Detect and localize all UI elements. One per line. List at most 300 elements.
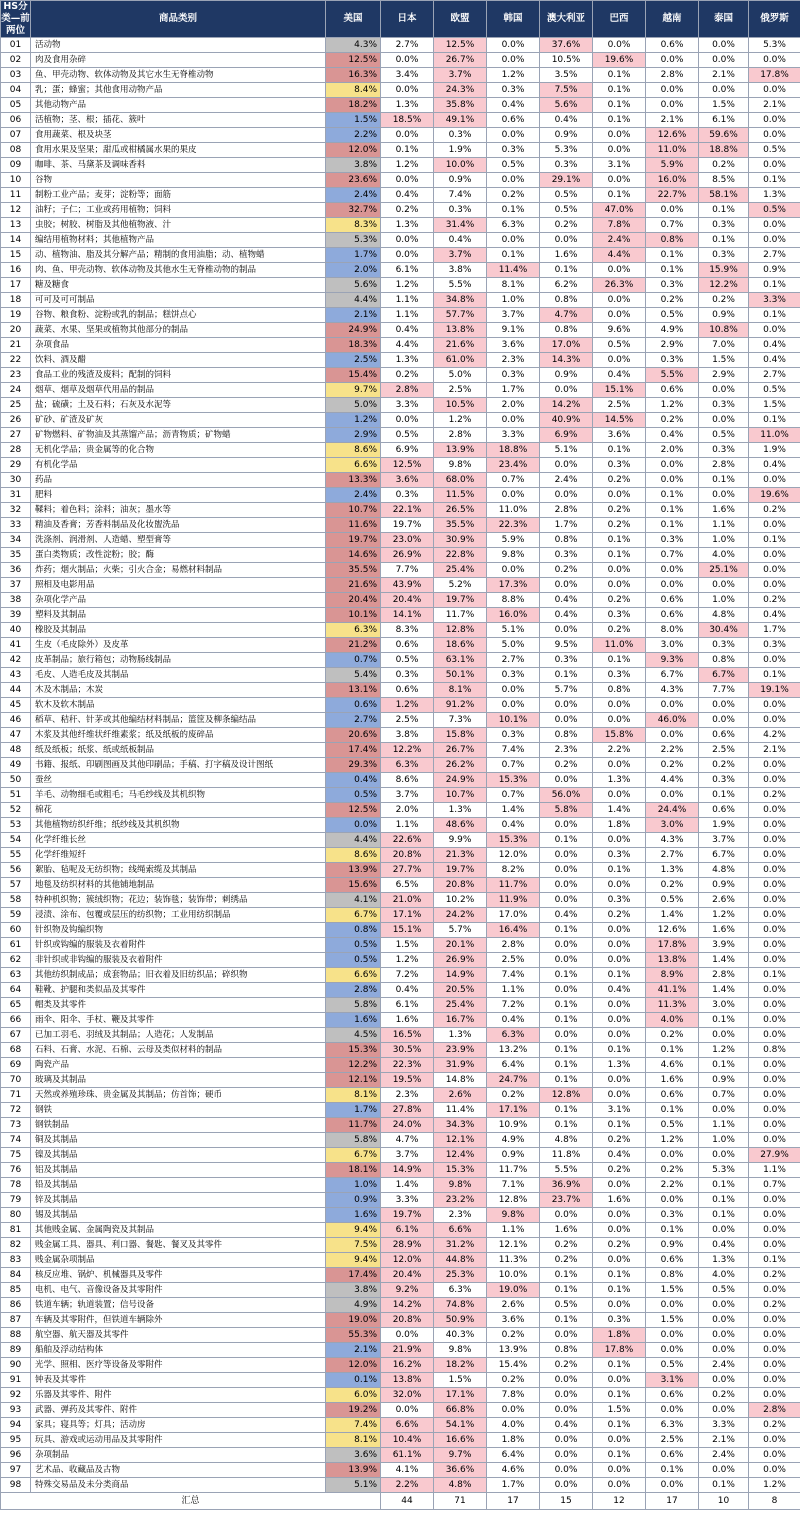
share-cell: 7.3% bbox=[434, 713, 487, 728]
share-cell: 0.0% bbox=[699, 413, 749, 428]
share-cell: 35.8% bbox=[434, 98, 487, 113]
share-cell: 0.1% bbox=[540, 1283, 593, 1298]
table-row bbox=[1, 83, 800, 98]
category-cell: 帽类及其零件 bbox=[31, 998, 326, 1013]
us-share-cell: 2.8% bbox=[326, 983, 381, 998]
share-cell: 9.2% bbox=[381, 1283, 434, 1298]
share-cell: 0.1% bbox=[540, 263, 593, 278]
table-row bbox=[1, 713, 800, 728]
share-cell: 37.6% bbox=[540, 38, 593, 53]
share-cell: 11.0% bbox=[749, 428, 800, 443]
share-cell: 4.4% bbox=[381, 338, 434, 353]
share-cell: 0.0% bbox=[749, 983, 800, 998]
share-cell: 0.0% bbox=[646, 1343, 699, 1358]
share-cell: 23.7% bbox=[540, 1193, 593, 1208]
share-cell: 1.9% bbox=[749, 443, 800, 458]
share-cell: 9.8% bbox=[434, 458, 487, 473]
share-cell: 0.3% bbox=[699, 638, 749, 653]
share-cell: 19.5% bbox=[381, 1073, 434, 1088]
share-cell: 0.4% bbox=[540, 1418, 593, 1433]
hs-code-cell: 38 bbox=[1, 593, 31, 608]
share-cell: 8.5% bbox=[699, 173, 749, 188]
share-cell: 0.1% bbox=[699, 788, 749, 803]
us-share-cell: 0.5% bbox=[326, 953, 381, 968]
share-cell: 7.7% bbox=[381, 563, 434, 578]
hs-code-cell: 67 bbox=[1, 1028, 31, 1043]
share-cell: 0.9% bbox=[699, 308, 749, 323]
hs-code-cell: 43 bbox=[1, 668, 31, 683]
us-share-cell: 9.4% bbox=[326, 1253, 381, 1268]
share-cell: 0.1% bbox=[540, 968, 593, 983]
hs-code-cell: 10 bbox=[1, 173, 31, 188]
share-cell: 0.2% bbox=[646, 1028, 699, 1043]
share-cell: 2.7% bbox=[749, 368, 800, 383]
share-cell: 20.8% bbox=[381, 848, 434, 863]
share-cell: 24.4% bbox=[646, 803, 699, 818]
share-cell: 0.2% bbox=[593, 1133, 646, 1148]
share-cell: 0.0% bbox=[593, 1298, 646, 1313]
share-cell: 16.0% bbox=[487, 608, 540, 623]
us-share-cell: 8.4% bbox=[326, 83, 381, 98]
share-cell: 0.2% bbox=[593, 518, 646, 533]
category-cell: 电机、电气、音像设备及其零附件 bbox=[31, 1283, 326, 1298]
table-row bbox=[1, 818, 800, 833]
us-share-cell: 13.9% bbox=[326, 1463, 381, 1478]
share-cell: 12.5% bbox=[381, 458, 434, 473]
category-cell: 杂项化学产品 bbox=[31, 593, 326, 608]
share-cell: 0.5% bbox=[487, 158, 540, 173]
category-cell: 炸药；烟火制品；火柴；引火合金；易燃材料制品 bbox=[31, 563, 326, 578]
share-cell: 3.3% bbox=[699, 1418, 749, 1433]
share-cell: 19.7% bbox=[381, 518, 434, 533]
category-cell: 已加工羽毛、羽绒及其制品；人造花；人发制品 bbox=[31, 1028, 326, 1043]
share-cell: 4.0% bbox=[646, 1013, 699, 1028]
table-row bbox=[1, 1478, 800, 1493]
share-cell: 0.3% bbox=[487, 368, 540, 383]
share-cell: 0.0% bbox=[749, 563, 800, 578]
table-row bbox=[1, 1283, 800, 1298]
share-cell: 0.0% bbox=[540, 383, 593, 398]
share-cell: 16.5% bbox=[381, 1028, 434, 1043]
table-row bbox=[1, 638, 800, 653]
us-share-cell: 3.8% bbox=[326, 158, 381, 173]
table-row bbox=[1, 173, 800, 188]
share-cell: 0.1% bbox=[593, 968, 646, 983]
share-cell: 27.9% bbox=[749, 1148, 800, 1163]
share-cell: 0.1% bbox=[540, 1313, 593, 1328]
hs-code-cell: 79 bbox=[1, 1193, 31, 1208]
share-cell: 0.3% bbox=[434, 128, 487, 143]
share-cell: 11.4% bbox=[434, 1103, 487, 1118]
us-share-cell: 35.5% bbox=[326, 563, 381, 578]
share-cell: 0.0% bbox=[593, 1433, 646, 1448]
category-cell: 有机化学品 bbox=[31, 458, 326, 473]
share-cell: 0.0% bbox=[593, 1223, 646, 1238]
share-cell: 9.1% bbox=[487, 323, 540, 338]
share-cell: 0.0% bbox=[593, 1463, 646, 1478]
share-cell: 1.1% bbox=[381, 293, 434, 308]
share-cell: 0.0% bbox=[593, 878, 646, 893]
share-cell: 10.9% bbox=[487, 1118, 540, 1133]
share-cell: 17.0% bbox=[540, 338, 593, 353]
share-cell: 8.2% bbox=[487, 863, 540, 878]
share-cell: 0.9% bbox=[487, 1148, 540, 1163]
share-cell: 17.1% bbox=[381, 908, 434, 923]
us-share-cell: 11.6% bbox=[326, 518, 381, 533]
share-cell: 0.0% bbox=[540, 1388, 593, 1403]
share-cell: 0.1% bbox=[646, 518, 699, 533]
share-cell: 0.0% bbox=[540, 1208, 593, 1223]
table-row bbox=[1, 773, 800, 788]
share-cell: 4.3% bbox=[646, 683, 699, 698]
share-cell: 27.7% bbox=[381, 863, 434, 878]
hs-code-cell: 19 bbox=[1, 308, 31, 323]
share-cell: 0.0% bbox=[593, 1253, 646, 1268]
share-cell: 0.0% bbox=[540, 233, 593, 248]
category-cell: 饮料、酒及醋 bbox=[31, 353, 326, 368]
share-cell: 0.1% bbox=[381, 143, 434, 158]
share-cell: 1.5% bbox=[699, 353, 749, 368]
share-cell: 48.6% bbox=[434, 818, 487, 833]
share-cell: 0.4% bbox=[699, 1238, 749, 1253]
hs-code-cell: 87 bbox=[1, 1313, 31, 1328]
share-cell: 19.7% bbox=[434, 863, 487, 878]
table-row bbox=[1, 608, 800, 623]
share-cell: 0.0% bbox=[749, 818, 800, 833]
us-share-cell: 1.6% bbox=[326, 1208, 381, 1223]
share-cell: 12.5% bbox=[434, 38, 487, 53]
us-share-cell: 2.5% bbox=[326, 353, 381, 368]
share-cell: 4.9% bbox=[646, 323, 699, 338]
share-cell: 5.3% bbox=[699, 1163, 749, 1178]
table-row bbox=[1, 383, 800, 398]
share-cell: 0.0% bbox=[540, 773, 593, 788]
share-cell: 0.0% bbox=[749, 1358, 800, 1373]
share-cell: 0.0% bbox=[540, 698, 593, 713]
share-cell: 0.8% bbox=[646, 1268, 699, 1283]
share-cell: 1.4% bbox=[487, 803, 540, 818]
share-cell: 0.2% bbox=[646, 758, 699, 773]
share-cell: 0.0% bbox=[381, 1403, 434, 1418]
share-cell: 1.8% bbox=[487, 1433, 540, 1448]
share-cell: 0.0% bbox=[749, 863, 800, 878]
share-cell: 0.4% bbox=[381, 983, 434, 998]
share-cell: 0.0% bbox=[749, 1388, 800, 1403]
share-cell: 0.0% bbox=[749, 113, 800, 128]
share-cell: 3.6% bbox=[487, 338, 540, 353]
share-cell: 21.9% bbox=[381, 1343, 434, 1358]
share-cell: 4.8% bbox=[540, 1133, 593, 1148]
share-cell: 0.0% bbox=[749, 53, 800, 68]
share-cell: 22.3% bbox=[381, 1058, 434, 1073]
share-cell: 0.4% bbox=[540, 113, 593, 128]
share-cell: 57.7% bbox=[434, 308, 487, 323]
share-cell: 5.1% bbox=[540, 443, 593, 458]
share-cell: 5.3% bbox=[749, 38, 800, 53]
category-cell: 书籍、报纸、印刷图画及其他印刷品；手稿、打字稿及设计图纸 bbox=[31, 758, 326, 773]
share-cell: 11.3% bbox=[487, 1253, 540, 1268]
share-cell: 2.5% bbox=[646, 1433, 699, 1448]
share-cell: 0.0% bbox=[540, 848, 593, 863]
hs-code-cell: 13 bbox=[1, 218, 31, 233]
category-cell: 絮胎、毡呢及无纺织物；线绳索缆及其制品 bbox=[31, 863, 326, 878]
hs-code-cell: 84 bbox=[1, 1268, 31, 1283]
share-cell: 1.5% bbox=[593, 1403, 646, 1418]
share-cell: 17.8% bbox=[646, 938, 699, 953]
share-cell: 15.1% bbox=[593, 383, 646, 398]
share-cell: 1.2% bbox=[381, 698, 434, 713]
us-share-cell: 5.6% bbox=[326, 278, 381, 293]
share-cell: 0.0% bbox=[749, 1373, 800, 1388]
share-cell: 17.1% bbox=[434, 1388, 487, 1403]
hs-code-cell: 81 bbox=[1, 1223, 31, 1238]
category-cell: 可可及可可制品 bbox=[31, 293, 326, 308]
hs-code-cell: 78 bbox=[1, 1178, 31, 1193]
hs-code-cell: 40 bbox=[1, 623, 31, 638]
share-cell: 3.6% bbox=[593, 428, 646, 443]
share-cell: 0.7% bbox=[487, 788, 540, 803]
share-cell: 0.0% bbox=[646, 698, 699, 713]
category-cell: 石料、石膏、水泥、石棉、云母及类似材料的制品 bbox=[31, 1043, 326, 1058]
share-cell: 4.4% bbox=[646, 773, 699, 788]
hs-code-cell: 72 bbox=[1, 1103, 31, 1118]
hs-code-cell: 36 bbox=[1, 563, 31, 578]
us-share-cell: 1.7% bbox=[326, 1103, 381, 1118]
share-cell: 0.2% bbox=[593, 908, 646, 923]
share-cell: 6.1% bbox=[381, 998, 434, 1013]
share-cell: 47.0% bbox=[593, 203, 646, 218]
us-share-cell: 2.7% bbox=[326, 713, 381, 728]
share-cell: 0.0% bbox=[540, 983, 593, 998]
share-cell: 34.3% bbox=[434, 1118, 487, 1133]
table-row bbox=[1, 218, 800, 233]
share-cell: 0.0% bbox=[540, 1328, 593, 1343]
hs-code-cell: 04 bbox=[1, 83, 31, 98]
share-cell: 0.6% bbox=[381, 683, 434, 698]
share-cell: 26.5% bbox=[434, 503, 487, 518]
share-cell: 16.7% bbox=[434, 1013, 487, 1028]
us-share-cell: 12.0% bbox=[326, 143, 381, 158]
share-cell: 0.0% bbox=[646, 473, 699, 488]
share-cell: 1.6% bbox=[646, 1073, 699, 1088]
us-share-cell: 6.6% bbox=[326, 968, 381, 983]
share-cell: 0.0% bbox=[593, 833, 646, 848]
share-cell: 1.1% bbox=[381, 308, 434, 323]
table-row bbox=[1, 533, 800, 548]
share-cell: 22.1% bbox=[381, 503, 434, 518]
share-cell: 0.4% bbox=[646, 428, 699, 443]
us-share-cell: 12.2% bbox=[326, 1058, 381, 1073]
hs-code-cell: 98 bbox=[1, 1478, 31, 1493]
us-share-cell: 4.3% bbox=[326, 38, 381, 53]
share-cell: 0.3% bbox=[593, 848, 646, 863]
share-cell: 0.2% bbox=[487, 1088, 540, 1103]
table-row bbox=[1, 1223, 800, 1238]
share-cell: 7.8% bbox=[487, 1388, 540, 1403]
table-row bbox=[1, 413, 800, 428]
share-cell: 1.3% bbox=[434, 1028, 487, 1043]
us-share-cell: 0.5% bbox=[326, 788, 381, 803]
share-cell: 50.1% bbox=[434, 668, 487, 683]
us-share-cell: 2.2% bbox=[326, 128, 381, 143]
share-cell: 0.1% bbox=[646, 488, 699, 503]
share-cell: 0.1% bbox=[593, 1448, 646, 1463]
share-cell: 3.1% bbox=[593, 1103, 646, 1118]
category-cell: 毛皮、人造毛皮及其制品 bbox=[31, 668, 326, 683]
share-cell: 61.1% bbox=[381, 1448, 434, 1463]
share-cell: 0.0% bbox=[593, 1073, 646, 1088]
share-cell: 0.0% bbox=[699, 1313, 749, 1328]
share-cell: 1.3% bbox=[699, 1253, 749, 1268]
us-share-cell: 8.1% bbox=[326, 1088, 381, 1103]
share-cell: 0.6% bbox=[646, 383, 699, 398]
table-row bbox=[1, 1043, 800, 1058]
share-cell: 15.8% bbox=[434, 728, 487, 743]
share-cell: 0.9% bbox=[699, 878, 749, 893]
category-cell: 虫胶；树胶、树脂及其他植物液、汁 bbox=[31, 218, 326, 233]
us-share-cell: 2.4% bbox=[326, 188, 381, 203]
share-cell: 0.0% bbox=[381, 1328, 434, 1343]
share-cell: 2.0% bbox=[381, 803, 434, 818]
table-row bbox=[1, 1298, 800, 1313]
table-row bbox=[1, 38, 800, 53]
hs-code-cell: 33 bbox=[1, 518, 31, 533]
share-cell: 14.8% bbox=[434, 1073, 487, 1088]
category-cell: 武器、弹药及其零件、附件 bbox=[31, 1403, 326, 1418]
share-cell: 18.5% bbox=[381, 113, 434, 128]
category-cell: 软木及软木制品 bbox=[31, 698, 326, 713]
table-row bbox=[1, 368, 800, 383]
share-cell: 0.0% bbox=[749, 803, 800, 818]
category-cell: 铁道车辆；轨道装置；信号设备 bbox=[31, 1298, 326, 1313]
share-cell: 0.0% bbox=[540, 1403, 593, 1418]
share-cell: 5.9% bbox=[487, 533, 540, 548]
share-cell: 12.0% bbox=[381, 1253, 434, 1268]
category-cell: 雨伞、阳伞、手杖、鞭及其零件 bbox=[31, 1013, 326, 1028]
us-share-cell: 4.4% bbox=[326, 293, 381, 308]
category-cell: 杂项制品 bbox=[31, 1448, 326, 1463]
share-cell: 3.3% bbox=[487, 428, 540, 443]
hs-code-cell: 58 bbox=[1, 893, 31, 908]
share-cell: 9.6% bbox=[593, 323, 646, 338]
share-cell: 0.0% bbox=[487, 1403, 540, 1418]
share-cell: 26.9% bbox=[434, 953, 487, 968]
share-cell: 0.7% bbox=[646, 548, 699, 563]
share-cell: 0.3% bbox=[540, 653, 593, 668]
share-cell: 0.3% bbox=[749, 638, 800, 653]
share-cell: 5.0% bbox=[487, 638, 540, 653]
share-cell: 8.8% bbox=[487, 593, 540, 608]
share-cell: 10.0% bbox=[487, 1268, 540, 1283]
share-cell: 0.0% bbox=[699, 1343, 749, 1358]
share-cell: 0.0% bbox=[646, 53, 699, 68]
share-cell: 0.2% bbox=[381, 368, 434, 383]
us-share-cell: 2.4% bbox=[326, 488, 381, 503]
share-cell: 0.0% bbox=[593, 923, 646, 938]
category-cell: 活动物 bbox=[31, 38, 326, 53]
us-share-cell: 18.3% bbox=[326, 338, 381, 353]
share-cell: 0.0% bbox=[593, 563, 646, 578]
category-cell: 盐；硫磺；土及石料；石灰及水泥等 bbox=[31, 398, 326, 413]
category-cell: 精油及香膏；芳香料制品及化妆盥洗品 bbox=[31, 518, 326, 533]
table-row bbox=[1, 833, 800, 848]
share-cell: 0.1% bbox=[749, 533, 800, 548]
share-cell: 0.8% bbox=[540, 293, 593, 308]
share-cell: 0.1% bbox=[540, 668, 593, 683]
share-cell: 0.0% bbox=[749, 698, 800, 713]
share-cell: 0.2% bbox=[487, 1373, 540, 1388]
share-cell: 0.0% bbox=[699, 83, 749, 98]
share-cell: 0.9% bbox=[646, 1238, 699, 1253]
share-cell: 0.2% bbox=[646, 1163, 699, 1178]
hs-code-cell: 53 bbox=[1, 818, 31, 833]
share-cell: 0.3% bbox=[646, 1208, 699, 1223]
share-cell: 3.7% bbox=[381, 788, 434, 803]
table-row bbox=[1, 503, 800, 518]
share-cell: 0.0% bbox=[646, 1148, 699, 1163]
table-row bbox=[1, 563, 800, 578]
share-cell: 1.4% bbox=[381, 1178, 434, 1193]
share-cell: 0.6% bbox=[646, 1088, 699, 1103]
share-cell: 0.0% bbox=[699, 1373, 749, 1388]
table-row bbox=[1, 908, 800, 923]
share-cell: 16.6% bbox=[434, 1433, 487, 1448]
table-row bbox=[1, 1388, 800, 1403]
hs-code-cell: 21 bbox=[1, 338, 31, 353]
share-cell: 0.0% bbox=[749, 473, 800, 488]
share-cell: 0.8% bbox=[540, 533, 593, 548]
table-row bbox=[1, 923, 800, 938]
share-cell: 1.9% bbox=[434, 143, 487, 158]
table-row bbox=[1, 548, 800, 563]
share-cell: 4.1% bbox=[381, 1463, 434, 1478]
hs-code-cell: 44 bbox=[1, 683, 31, 698]
table-row bbox=[1, 203, 800, 218]
share-cell: 0.0% bbox=[749, 1328, 800, 1343]
share-cell: 0.4% bbox=[593, 983, 646, 998]
share-cell: 23.9% bbox=[434, 1043, 487, 1058]
share-cell: 0.9% bbox=[540, 368, 593, 383]
share-cell: 0.0% bbox=[593, 698, 646, 713]
share-cell: 9.8% bbox=[487, 1208, 540, 1223]
us-share-cell: 16.3% bbox=[326, 68, 381, 83]
share-cell: 2.3% bbox=[381, 1088, 434, 1103]
table-row bbox=[1, 743, 800, 758]
table-row bbox=[1, 623, 800, 638]
share-cell: 0.5% bbox=[646, 1358, 699, 1373]
us-share-cell: 3.8% bbox=[326, 1283, 381, 1298]
category-cell: 地毯及纺织材料的其他铺地制品 bbox=[31, 878, 326, 893]
category-cell: 矿物燃料、矿物油及其蒸馏产品；沥青物质；矿物蜡 bbox=[31, 428, 326, 443]
share-cell: 0.2% bbox=[699, 758, 749, 773]
category-cell: 铝及其制品 bbox=[31, 1163, 326, 1178]
us-share-cell: 1.6% bbox=[326, 1013, 381, 1028]
table-row bbox=[1, 1343, 800, 1358]
share-cell: 0.1% bbox=[593, 443, 646, 458]
us-share-cell: 6.3% bbox=[326, 623, 381, 638]
table-row bbox=[1, 143, 800, 158]
share-cell: 2.7% bbox=[749, 248, 800, 263]
category-cell: 棉花 bbox=[31, 803, 326, 818]
share-cell: 30.9% bbox=[434, 533, 487, 548]
us-share-cell: 8.1% bbox=[326, 1433, 381, 1448]
share-cell: 2.4% bbox=[593, 233, 646, 248]
share-cell: 1.6% bbox=[699, 923, 749, 938]
share-cell: 11.3% bbox=[646, 998, 699, 1013]
share-cell: 4.4% bbox=[593, 248, 646, 263]
share-cell: 8.6% bbox=[381, 773, 434, 788]
table-row bbox=[1, 98, 800, 113]
